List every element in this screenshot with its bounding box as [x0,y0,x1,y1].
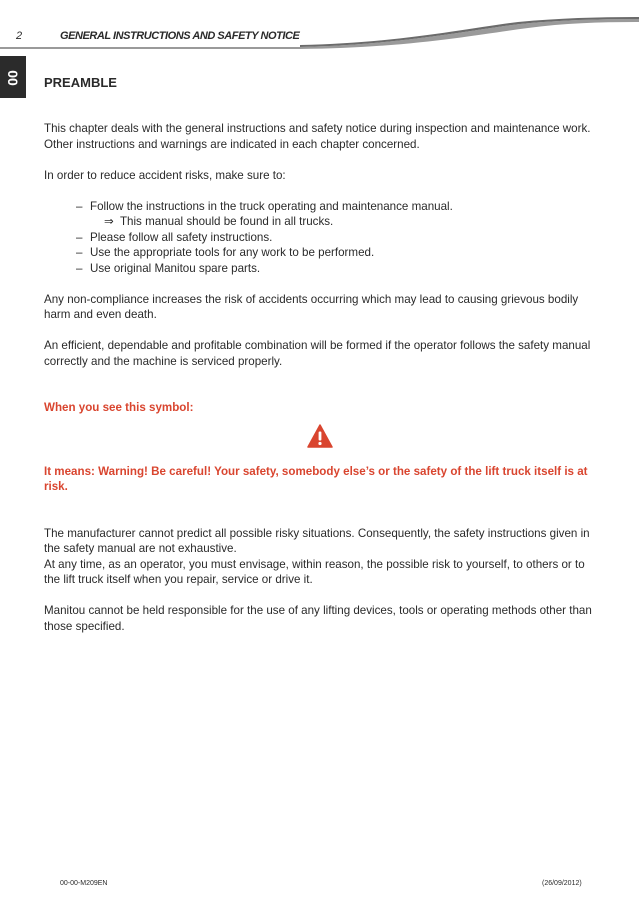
paragraph: The manufacturer cannot predict all possible risky situations. Consequently, the safety instructions given in the safety manual are not exhaustive. [44,526,590,555]
arrow-icon: ⇒ [104,215,114,228]
list-dash: – [76,246,83,259]
list-item [76,199,596,230]
list-item [76,230,596,246]
list-item [76,261,596,277]
paragraph: Any non-compliance increases the risk of accidents occurring which may lead to causing grievous bodily harm and even death. [44,292,579,321]
list-subitem-text: This manual should be found in all trucks. [119,215,334,228]
list-dash: – [76,230,83,244]
section-title: PREAMBLE [44,75,117,90]
page-number: 2 [16,30,23,42]
list-item-text: Use the appropriate tools for any work to be performed. [90,246,375,259]
paragraph: An efficient, dependable and profitable combination will be formed if the operator follows the safety manual correctly and the machine is serviced properly. [44,339,591,368]
warning-triangle-icon [307,424,333,448]
warning-intro: When you see this symbol: [44,401,194,414]
chapter-tab-label: 00 [5,70,21,86]
list-item [76,245,596,261]
warning-meaning: It means: Warning! Be careful! Your safety, somebody else’s or the safety of the lift truck itself is at risk. [44,464,588,493]
list-item-text: Please follow all safety instructions. [90,230,273,244]
footer-date: (26/09/2012) [542,880,582,887]
list-item-text: Use original Manitou spare parts. [90,261,261,275]
header-title: GENERAL INSTRUCTIONS AND SAFETY NOTICE [60,30,300,42]
chapter-tab [0,56,26,98]
list-item-text: Follow the instructions in the truck operating and maintenance manual. [90,199,453,213]
paragraph: Other instructions and warnings are indicated in each chapter concerned. [44,137,420,151]
paragraph: Manitou cannot be held responsible for the use of any lifting devices, tools or operating methods other than those specified. [44,604,592,633]
list-dash: – [76,261,83,275]
paragraph: In order to reduce accident risks, make sure to: [44,168,286,182]
paragraph: This chapter deals with the general instructions and safety notice during inspection and maintenance work. [44,122,591,135]
list-subitem [90,214,596,230]
warning-symbol [44,416,596,464]
body-content [44,121,596,634]
footer-doc-code: 00-00-M209EN [60,880,108,887]
paragraph: At any time, as an operator, you must envisage, within reason, the possible risk to yourself, to others or to the lift truck itself when you repair, service or drive it. [44,557,585,586]
safety-list [76,199,596,277]
list-dash: – [76,199,83,213]
